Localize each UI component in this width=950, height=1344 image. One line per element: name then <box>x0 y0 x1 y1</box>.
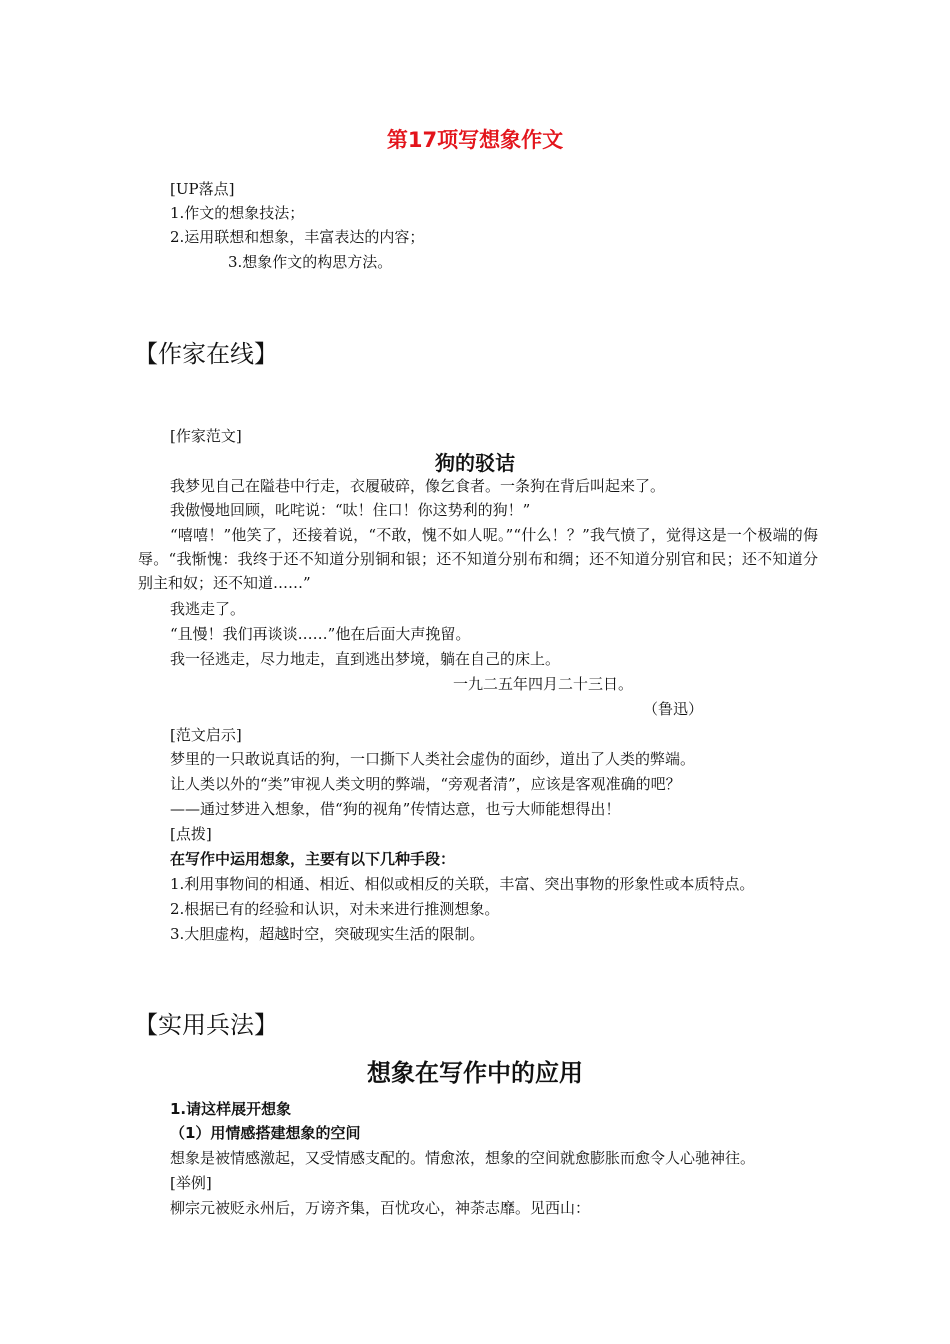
page-title: 第17项写想象作文 <box>386 128 564 152</box>
practical-body: 想象是被情感激起，又受情感支配的。情愈浓，想象的空间就愈膨胀而愈令人心驰神往。 <box>170 1149 756 1167</box>
essay-paragraph: 我逃走了。 <box>170 600 246 618</box>
section-practical: 【实用兵法】 <box>134 1011 278 1039</box>
inspiration-label: [范文启示] <box>170 726 242 744</box>
inspiration-line: 梦里的一只敢说真话的狗，一口撕下人类社会虚伪的面纱，道出了人类的弊端。 <box>170 750 696 768</box>
up-label: [UP落点] <box>170 180 235 198</box>
essay-title: 狗的驳诘 <box>435 451 515 475</box>
essay-paragraph: 我傲慢地回顾，叱咤说：“呔！住口！你这势利的狗！” <box>170 501 531 519</box>
up-item: 1.作文的想象技法； <box>170 204 305 222</box>
inspiration-line: ——通过梦进入想象，借“狗的视角”传情达意，也亏大师能想得出！ <box>170 800 621 818</box>
essay-paragraph: “嘻嘻！”他笑了，还接着说，“不敢，愧不如人呢。”“什么！？”我气愤了，觉得这是一个极端的侮辱。“我惭愧：我终于还不知道分别铜和银；还不知道分别布和绸；还不知道分别官和民；还不知道分别主和奴；还不知道……” <box>138 526 818 592</box>
essay-label: [作家范文] <box>170 427 242 445</box>
example-label: [举例] <box>170 1174 212 1192</box>
tips-label: [点拨] <box>170 825 212 843</box>
tips-item: 1.利用事物间的相通、相近、相似或相反的关联，丰富、突出事物的形象性或本质特点。 <box>170 875 755 893</box>
up-item: 3.想象作文的构思方法。 <box>228 253 393 271</box>
inspiration-line: 让人类以外的“类”审视人类文明的弊端，“旁观者清”，应该是客观准确的吧？ <box>170 775 681 793</box>
example-text: 柳宗元被贬永州后，万谤齐集，百忧攻心，神荼志靡。见西山： <box>170 1199 591 1217</box>
practical-heading: 想象在写作中的应用 <box>367 1059 583 1087</box>
section-writer-online: 【作家在线】 <box>134 340 278 368</box>
essay-date: 一九二五年四月二十三日。 <box>453 675 634 693</box>
essay-paragraph: “且慢！我们再谈谈……”他在后面大声挽留。 <box>170 625 471 643</box>
essay-paragraph: 我一径逃走，尽力地走，直到逃出梦境，躺在自己的床上。 <box>170 650 561 668</box>
tips-lead: 在写作中运用想象，主要有以下几种手段： <box>170 850 456 868</box>
tips-item: 3.大胆虚构，超越时空，突破现实生活的限制。 <box>170 925 485 943</box>
tips-item: 2.根据已有的经验和认识，对未来进行推测想象。 <box>170 900 500 918</box>
practical-subheading: （1）用情感搭建想象的空间 <box>170 1124 361 1142</box>
up-item: 2.运用联想和想象，丰富表达的内容； <box>170 228 425 246</box>
essay-paragraph: 我梦见自己在隘巷中行走，衣履破碎，像乞食者。一条狗在背后叫起来了。 <box>170 477 666 495</box>
practical-subheading: 1.请这样展开想象 <box>170 1100 292 1118</box>
essay-author: （鲁迅） <box>643 700 704 718</box>
